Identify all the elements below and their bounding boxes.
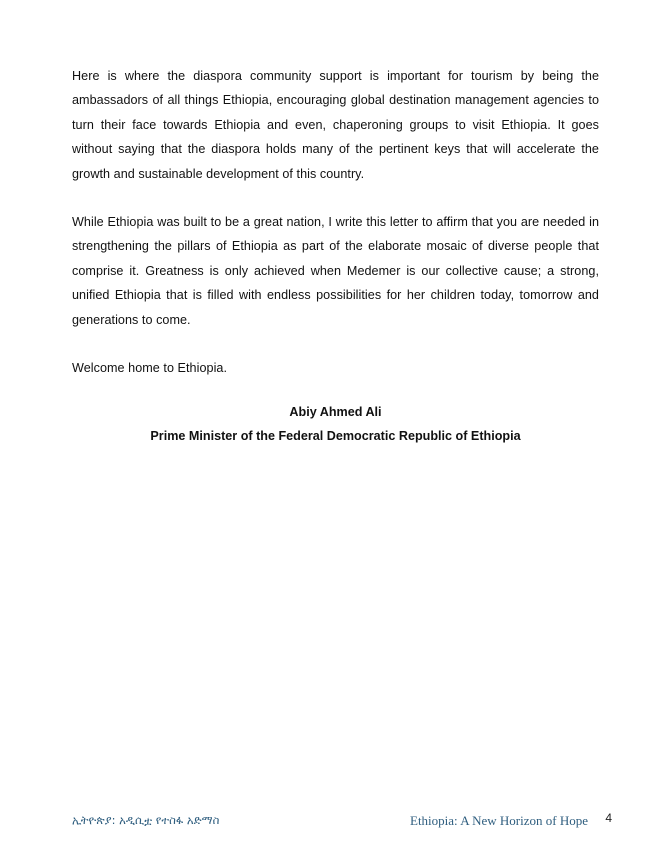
body-paragraph-2: While Ethiopia was built to be a great nation, I write this letter to affirm that you are needed in strengthening the pillars of Ethiopia as part of the elaborate mosaic of diverse people that comprise it. Greatness is only achieved when Medemer is our collective cause; a strong, unified Ethiopia that is filled with endless possibilities for her children today, tomorrow and generations to come. [72,215,599,327]
letter-body [72,64,599,380]
footer-amharic-title: ኢትዮጵያ: አዲሲቷ የተስፋ አድማስ [72,813,220,827]
page-number: 4 [605,811,612,825]
body-paragraph-1: Here is where the diaspora community support is important for tourism by being the ambassadors of all things Ethiopia, encouraging global destination management agencies to turn their face towards Ethiopia and even, chaperoning groups to visit Ethiopia. It goes without saying that the diaspora holds many of the pertinent keys that will accelerate the growth and sustainable development of this country. [72,69,599,181]
page-footer [72,813,612,837]
signatory-title: Prime Minister of the Federal Democratic Republic of Ethiopia [150,429,521,444]
closing-paragraph: Welcome home to Ethiopia. [72,361,228,376]
signatory-name: Abiy Ahmed Ali [289,405,382,419]
signature-block [72,400,599,449]
footer-english-title: Ethiopia: A New Horizon of Hope [410,813,588,828]
